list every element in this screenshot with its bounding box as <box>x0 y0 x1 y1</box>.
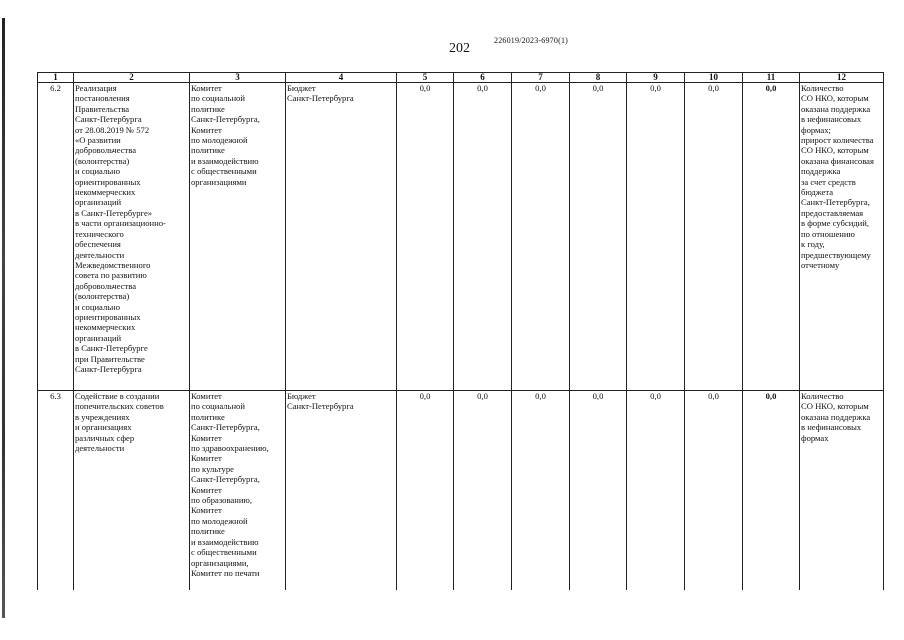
column-header: 3 <box>190 73 286 83</box>
row-number: 6.3 <box>38 391 74 591</box>
measure-name: Реализация постановления Правительства Санкт-Петербурга от 28.08.2019 № 572 «О развитии добровольчества (волонтерства) и социально ориентированных некоммерческих организаций в Санкт-Петербурге» в части организационно- технического обеспечения деятельности Межведомственного совета по развитию добровольчества (волонтерства) и социально ориентированных некоммерческих организаций в Санкт-Петербурге при Правительстве Санкт-Петербурга <box>74 83 190 391</box>
column-header: 9 <box>627 73 685 83</box>
page-number: 202 <box>449 41 470 56</box>
column-header: 12 <box>800 73 884 83</box>
executor: Комитет по социальной политике Санкт-Петербурга, Комитет по здравоохранению, Комитет по культуре Санкт-Петербурга, Комитет по образованию, Комитет по молодежной политике и взаимодействию с общественными организациями, Комитет по печати <box>190 391 286 591</box>
value-col-7: 0,0 <box>512 83 570 391</box>
column-header: 2 <box>74 73 190 83</box>
column-header: 8 <box>570 73 627 83</box>
header-row <box>38 73 884 83</box>
value-col-6: 0,0 <box>454 83 512 391</box>
value-col-11: 0,0 <box>743 83 800 391</box>
value-col-7: 0,0 <box>512 391 570 591</box>
budget-table <box>37 72 884 590</box>
column-header: 1 <box>38 73 74 83</box>
value-col-11: 0,0 <box>743 391 800 591</box>
funding-source: Бюджет Санкт-Петербурга <box>286 391 397 591</box>
value-col-6: 0,0 <box>454 391 512 591</box>
value-col-10: 0,0 <box>685 391 743 591</box>
value-col-5: 0,0 <box>397 391 454 591</box>
table-row <box>38 391 884 591</box>
value-col-5: 0,0 <box>397 83 454 391</box>
indicator: Количество СО НКО, которым оказана поддержка в нефинансовых формах; прирост количества СО НКО, которым оказана финансовая поддержка за счет средств бюджета Санкт-Петербурга, предоставляемая в форме субсидий, по отношению к году, предшествующему отчетному <box>800 83 884 391</box>
indicator: Количество СО НКО, которым оказана поддержка в нефинансовых формах <box>800 391 884 591</box>
value-col-8: 0,0 <box>570 391 627 591</box>
column-header: 10 <box>685 73 743 83</box>
value-col-10: 0,0 <box>685 83 743 391</box>
column-header: 7 <box>512 73 570 83</box>
column-header: 4 <box>286 73 397 83</box>
executor: Комитет по социальной политике Санкт-Петербурга, Комитет по молодежной политике и взаимодействию с общественными организациями <box>190 83 286 391</box>
measure-name: Содействие в создании попечительских советов в учреждениях и организациях различных сфер деятельности <box>74 391 190 591</box>
table-row <box>38 83 884 391</box>
funding-source: Бюджет Санкт-Петербурга <box>286 83 397 391</box>
column-header: 5 <box>397 73 454 83</box>
column-header: 6 <box>454 73 512 83</box>
value-col-8: 0,0 <box>570 83 627 391</box>
row-number: 6.2 <box>38 83 74 391</box>
value-col-9: 0,0 <box>627 83 685 391</box>
column-header: 11 <box>743 73 800 83</box>
value-col-9: 0,0 <box>627 391 685 591</box>
scan-edge-shadow <box>2 18 5 618</box>
document-id: 226019/2023-6970(1) <box>494 36 569 45</box>
